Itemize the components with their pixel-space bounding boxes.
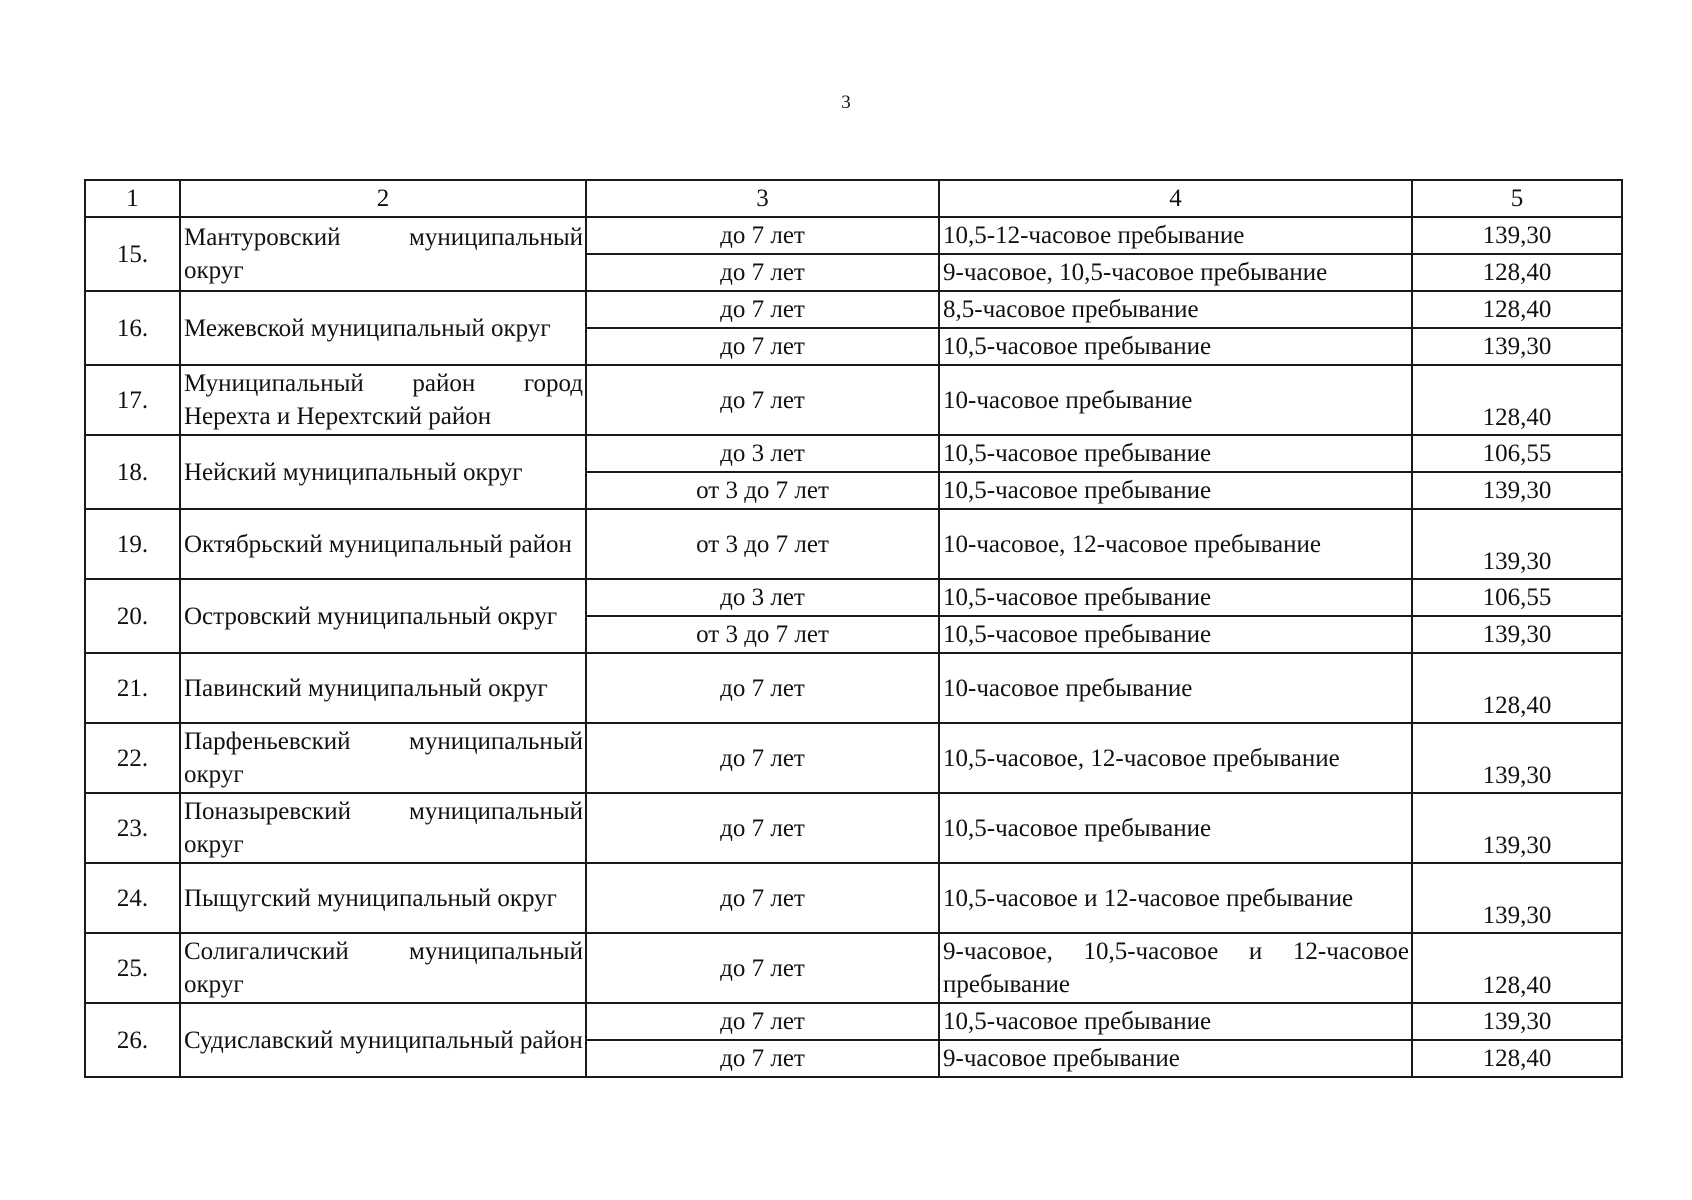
stay-mode: 10,5-часовое пребывание bbox=[939, 328, 1412, 365]
stay-mode: 10,5-часовое пребывание bbox=[939, 435, 1412, 472]
price: 128,40 bbox=[1412, 653, 1622, 723]
age-group: до 3 лет bbox=[586, 579, 939, 616]
table-body bbox=[85, 217, 1622, 1077]
table-row bbox=[85, 1003, 1622, 1040]
stay-mode: 8,5-часовое пребывание bbox=[939, 291, 1412, 328]
age-group: до 7 лет bbox=[586, 653, 939, 723]
stay-mode: 10,5-часовое пребывание bbox=[939, 472, 1412, 509]
table-row bbox=[85, 579, 1622, 616]
table-row bbox=[85, 435, 1622, 472]
table-header bbox=[85, 180, 1622, 217]
column-header: 3 bbox=[586, 180, 939, 217]
row-number: 22. bbox=[85, 723, 180, 793]
municipality-name: Муниципальный район город Нерехта и Нерехтский район bbox=[180, 365, 586, 435]
header-row bbox=[85, 180, 1622, 217]
row-number: 25. bbox=[85, 933, 180, 1003]
table-row bbox=[85, 365, 1622, 435]
table-row bbox=[85, 723, 1622, 793]
price: 139,30 bbox=[1412, 723, 1622, 793]
row-number: 23. bbox=[85, 793, 180, 863]
table-row bbox=[85, 509, 1622, 579]
table-row bbox=[85, 291, 1622, 328]
price: 128,40 bbox=[1412, 933, 1622, 1003]
municipality-name: Мантуровский муниципальный округ bbox=[180, 217, 586, 291]
page-number: 3 bbox=[841, 92, 851, 113]
stay-mode: 10-часовое пребывание bbox=[939, 653, 1412, 723]
stay-mode: 10,5-часовое пребывание bbox=[939, 793, 1412, 863]
table-row bbox=[85, 793, 1622, 863]
stay-mode: 9-часовое, 10,5-часовое пребывание bbox=[939, 254, 1412, 291]
municipality-name: Парфеньевский муниципальный округ bbox=[180, 723, 586, 793]
price: 128,40 bbox=[1412, 291, 1622, 328]
row-number: 21. bbox=[85, 653, 180, 723]
stay-mode: 10,5-часовое пребывание bbox=[939, 1003, 1412, 1040]
age-group: до 7 лет bbox=[586, 1040, 939, 1077]
age-group: до 7 лет bbox=[586, 723, 939, 793]
municipality-name: Нейский муниципальный округ bbox=[180, 435, 586, 509]
age-group: до 7 лет bbox=[586, 863, 939, 933]
price: 128,40 bbox=[1412, 254, 1622, 291]
age-group: от 3 до 7 лет bbox=[586, 616, 939, 653]
table-row bbox=[85, 933, 1622, 1003]
age-group: до 7 лет bbox=[586, 793, 939, 863]
age-group: до 7 лет bbox=[586, 933, 939, 1003]
municipality-name: Поназыревский муниципальный округ bbox=[180, 793, 586, 863]
age-group: до 7 лет bbox=[586, 1003, 939, 1040]
price: 139,30 bbox=[1412, 863, 1622, 933]
price: 139,30 bbox=[1412, 509, 1622, 579]
table-row bbox=[85, 653, 1622, 723]
stay-mode: 10,5-12-часовое пребывание bbox=[939, 217, 1412, 254]
table-row bbox=[85, 217, 1622, 254]
municipality-name: Судиславский муниципальный район bbox=[180, 1003, 586, 1077]
age-group: до 7 лет bbox=[586, 291, 939, 328]
age-group: до 7 лет bbox=[586, 254, 939, 291]
municipality-name: Октябрьский муниципальный район bbox=[180, 509, 586, 579]
price: 128,40 bbox=[1412, 365, 1622, 435]
row-number: 16. bbox=[85, 291, 180, 365]
stay-mode: 9-часовое, 10,5-часовое и 12-часовое пребывание bbox=[939, 933, 1412, 1003]
price: 139,30 bbox=[1412, 793, 1622, 863]
municipality-name: Межевской муниципальный округ bbox=[180, 291, 586, 365]
column-header: 1 bbox=[85, 180, 180, 217]
column-header: 2 bbox=[180, 180, 586, 217]
stay-mode: 10,5-часовое пребывание bbox=[939, 579, 1412, 616]
price: 106,55 bbox=[1412, 435, 1622, 472]
row-number: 15. bbox=[85, 217, 180, 291]
column-header: 4 bbox=[939, 180, 1412, 217]
price: 106,55 bbox=[1412, 579, 1622, 616]
price: 139,30 bbox=[1412, 472, 1622, 509]
price: 139,30 bbox=[1412, 616, 1622, 653]
stay-mode: 10-часовое, 12-часовое пребывание bbox=[939, 509, 1412, 579]
municipality-name: Павинский муниципальный округ bbox=[180, 653, 586, 723]
age-group: до 7 лет bbox=[586, 217, 939, 254]
row-number: 26. bbox=[85, 1003, 180, 1077]
price: 139,30 bbox=[1412, 1003, 1622, 1040]
municipality-name: Солигаличский муниципальный округ bbox=[180, 933, 586, 1003]
price: 139,30 bbox=[1412, 328, 1622, 365]
row-number: 24. bbox=[85, 863, 180, 933]
stay-mode: 9-часовое пребывание bbox=[939, 1040, 1412, 1077]
age-group: от 3 до 7 лет bbox=[586, 472, 939, 509]
stay-mode: 10-часовое пребывание bbox=[939, 365, 1412, 435]
age-group: до 3 лет bbox=[586, 435, 939, 472]
row-number: 20. bbox=[85, 579, 180, 653]
column-header: 5 bbox=[1412, 180, 1622, 217]
tariff-table bbox=[84, 179, 1623, 1078]
row-number: 17. bbox=[85, 365, 180, 435]
stay-mode: 10,5-часовое и 12-часовое пребывание bbox=[939, 863, 1412, 933]
stay-mode: 10,5-часовое, 12-часовое пребывание bbox=[939, 723, 1412, 793]
table-row bbox=[85, 863, 1622, 933]
age-group: от 3 до 7 лет bbox=[586, 509, 939, 579]
row-number: 18. bbox=[85, 435, 180, 509]
municipality-name: Островский муниципальный округ bbox=[180, 579, 586, 653]
age-group: до 7 лет bbox=[586, 328, 939, 365]
age-group: до 7 лет bbox=[586, 365, 939, 435]
price: 128,40 bbox=[1412, 1040, 1622, 1077]
municipality-name: Пыщугский муниципальный округ bbox=[180, 863, 586, 933]
price: 139,30 bbox=[1412, 217, 1622, 254]
row-number: 19. bbox=[85, 509, 180, 579]
stay-mode: 10,5-часовое пребывание bbox=[939, 616, 1412, 653]
